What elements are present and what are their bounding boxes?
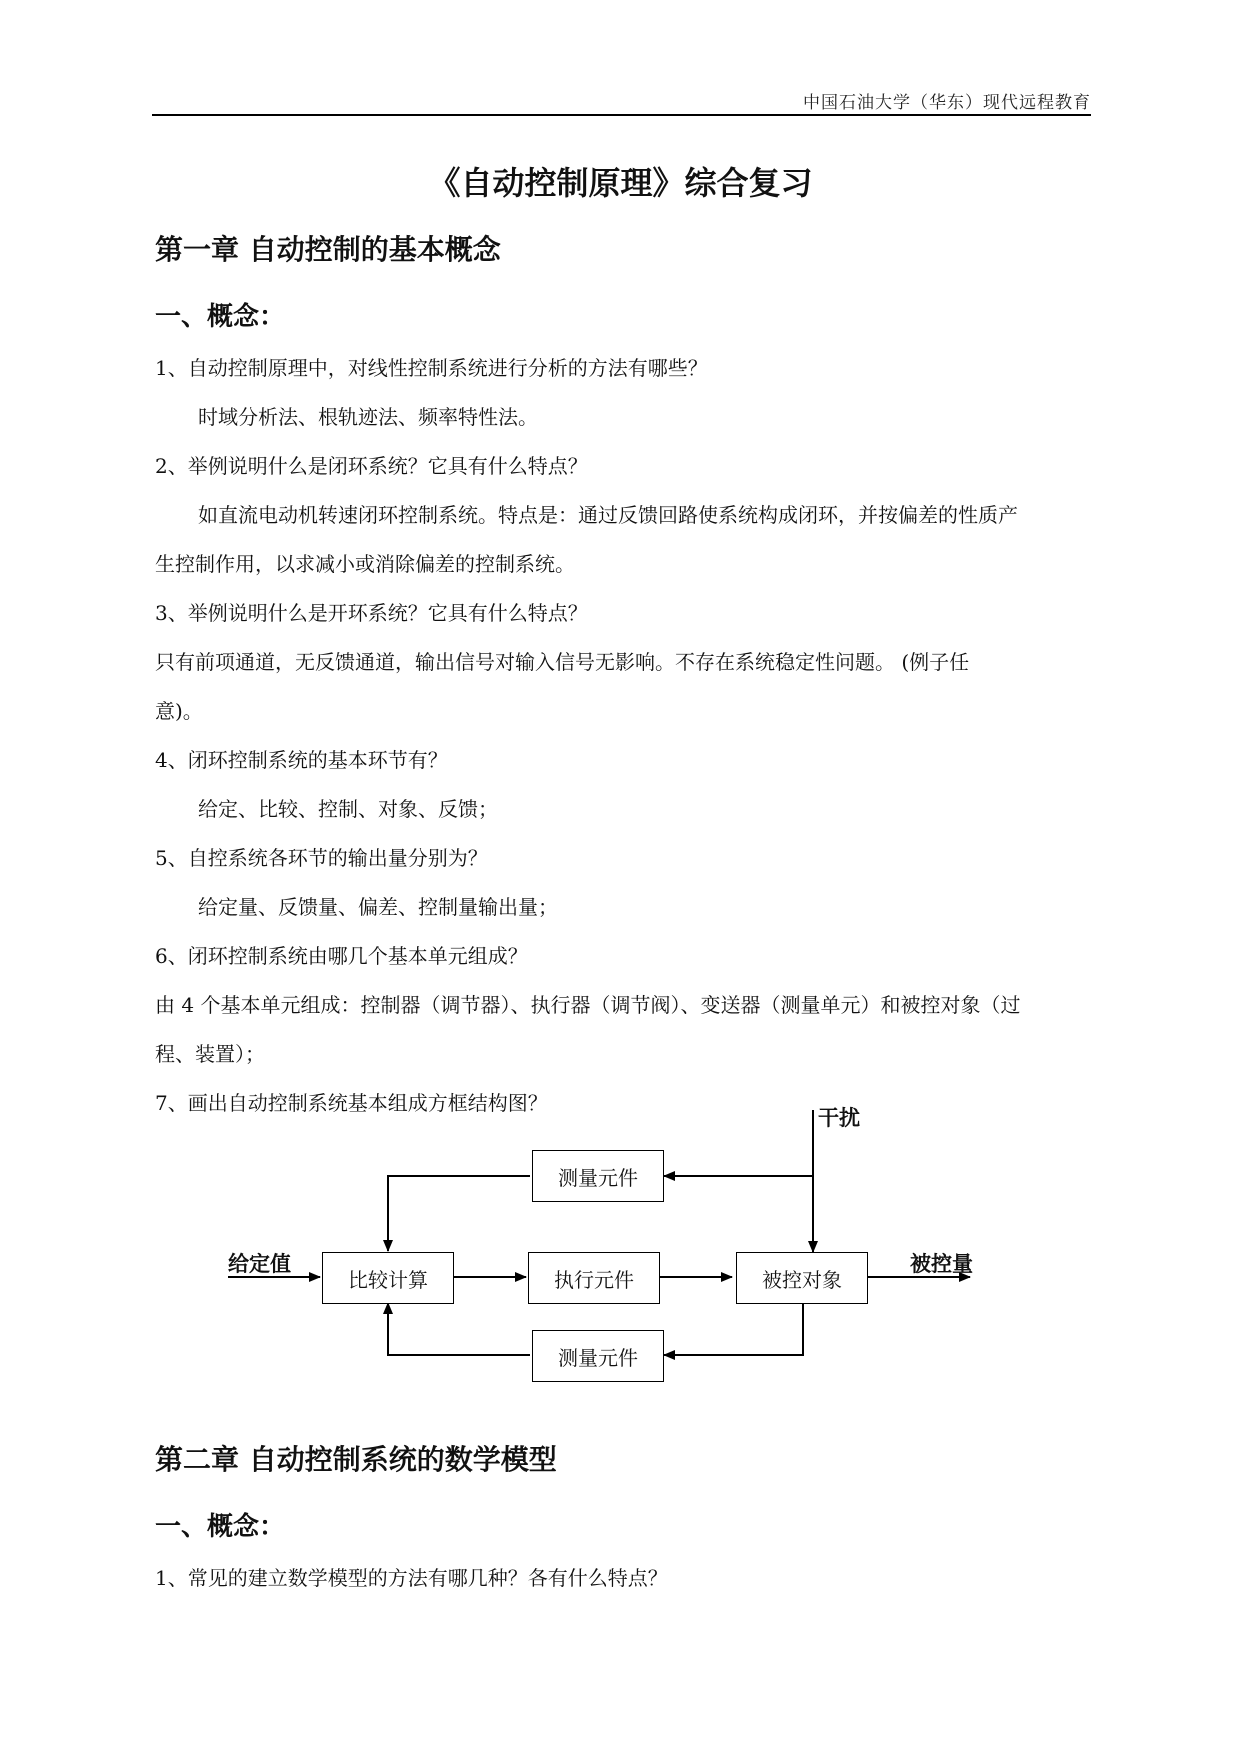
question-2: 2、举例说明什么是闭环系统？它具有什么特点？	[155, 454, 588, 478]
answer-5: 给定量、反馈量、偏差、控制量输出量；	[198, 895, 558, 919]
chapter-2-heading: 第二章 自动控制系统的数学模型	[155, 1443, 557, 1476]
page-header: 中国石油大学（华东）现代远程教育	[803, 93, 1091, 113]
chapter-2-question-1: 1、常见的建立数学模型的方法有哪几种？各有什么特点？	[155, 1566, 668, 1590]
answer-3-line-2: 意)。	[155, 699, 203, 723]
input-label: 给定值	[228, 1252, 291, 1276]
measure-element-top-block: 测量元件	[532, 1150, 664, 1202]
actuator-block: 执行元件	[528, 1252, 660, 1304]
question-1: 1、自动控制原理中，对线性控制系统进行分析的方法有哪些？	[155, 356, 708, 380]
document-title: 《自动控制原理》综合复习	[428, 164, 813, 202]
measure-bottom-to-compare-arrow	[388, 1303, 530, 1355]
chapter-1-section-heading: 一、概念：	[155, 302, 286, 332]
answer-2-line-1: 如直流电动机转速闭环控制系统。特点是：通过反馈回路使系统构成闭环，并按偏差的性质产	[198, 503, 1018, 527]
disturbance-label: 干扰	[818, 1106, 860, 1130]
measure-top-to-compare-arrow	[388, 1176, 530, 1251]
question-3: 3、举例说明什么是开环系统？它具有什么特点？	[155, 601, 588, 625]
answer-3-line-1: 只有前项通道，无反馈通道，输出信号对输入信号无影响。不存在系统稳定性问题。 (例子任	[155, 650, 970, 674]
control-system-block-diagram	[210, 1100, 990, 1400]
chapter-2-section-heading: 一、概念：	[155, 1512, 286, 1542]
answer-2-line-2: 生控制作用，以求减小或消除偏差的控制系统。	[155, 552, 575, 576]
answer-1: 时域分析法、根轨迹法、频率特性法。	[198, 405, 538, 429]
plant-to-measure-bottom-arrow	[664, 1302, 803, 1355]
compare-block: 比较计算	[322, 1252, 454, 1304]
question-4: 4、闭环控制系统的基本环节有？	[155, 748, 448, 772]
question-6: 6、闭环控制系统由哪几个基本单元组成？	[155, 944, 528, 968]
plant-block: 被控对象	[736, 1252, 868, 1304]
chapter-1-heading: 第一章 自动控制的基本概念	[155, 233, 501, 266]
measure-element-bottom-block: 测量元件	[532, 1330, 664, 1382]
answer-4: 给定、比较、控制、对象、反馈；	[198, 797, 498, 821]
answer-6-line-2: 程、装置）；	[155, 1042, 265, 1066]
question-5: 5、自控系统各环节的输出量分别为？	[155, 846, 488, 870]
header-rule	[152, 114, 1091, 116]
answer-6-line-1: 由 4 个基本单元组成：控制器（调节器）、执行器（调节阀）、变送器（测量单元）和被控对象（过	[155, 993, 1021, 1017]
question-7: 7、画出自动控制系统基本组成方框结构图？	[155, 1091, 548, 1115]
output-label: 被控量	[910, 1252, 973, 1276]
